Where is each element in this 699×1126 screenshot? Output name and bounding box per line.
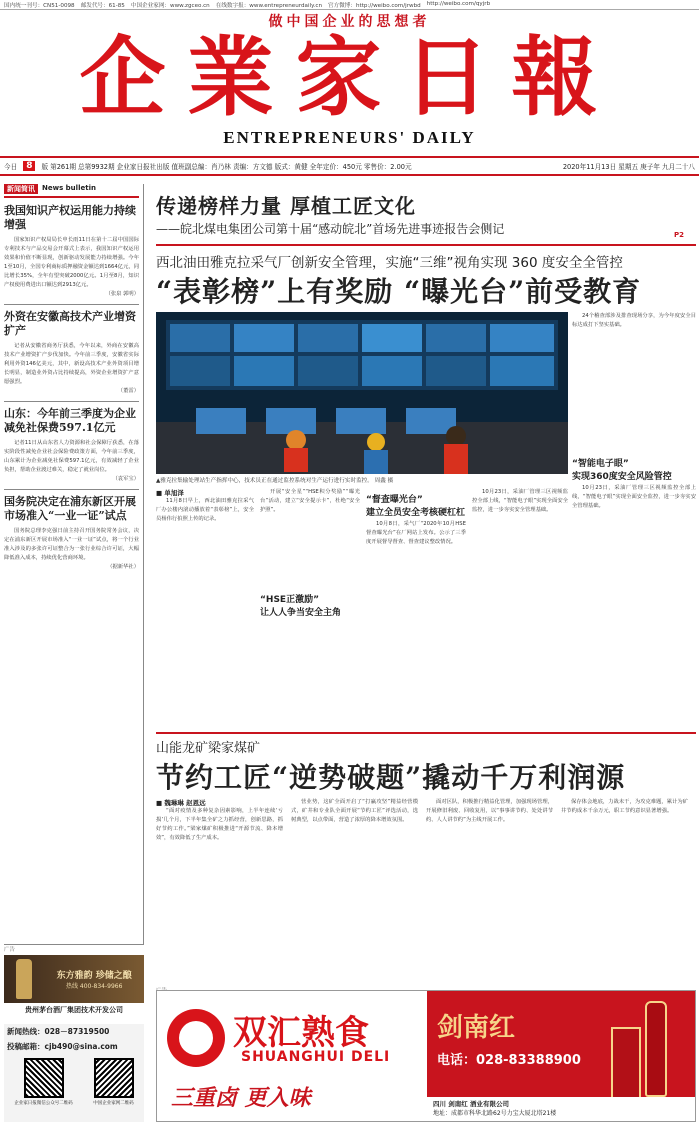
lead-headline[interactable]: 传递榜样力量 厚植工匠文化 — [156, 194, 416, 218]
topbar-item[interactable]: 中国企业家网：www.zgceo.cn — [130, 3, 210, 9]
story3-col4: 保存体会地底，力战未干，为攻克难题，累计为矿井节约成本千余万元，职工节约意识显著增强。 — [561, 799, 688, 814]
section-header — [4, 184, 139, 198]
bulletin-headline[interactable]: 山东：今年前三季度为企业减免社保费597.1亿元 — [4, 407, 136, 434]
top-info-bar — [0, 0, 699, 10]
liquor-ad-company: 贵州茅台酒厂集团技术开发公司 — [25, 1006, 123, 1014]
qr-code-icon[interactable] — [24, 1058, 64, 1098]
jnc-address: 地址：成都市科华北路62号力宝大厦北塔21楼 — [433, 1110, 557, 1117]
news-hotline[interactable]: 新闻热线：028－87319500 — [7, 1027, 110, 1036]
bottom-ad-area — [156, 990, 696, 1122]
bulletin-source: （袁军宝） — [112, 476, 139, 482]
bulletin-story[interactable] — [4, 407, 139, 484]
qr-code-icon[interactable] — [94, 1058, 134, 1098]
story2-col4-text: 10月23日，采油厂管理三区视频监控全部上线，“智能电子眼”实现全面安全监控，进一步夯实安全管理基础。 — [572, 485, 696, 509]
left-ad-block — [4, 944, 144, 1014]
bulletin-source: （董雷） — [117, 388, 139, 394]
story2-subhead-3: “智能电子眼” 实现360度安全风险管控 — [572, 459, 672, 482]
bulletin-headline[interactable]: 我国知识产权运用能力持续增强 — [4, 204, 136, 231]
issue-info-bar — [0, 156, 699, 176]
story2-col3: 10月8日，采气厂“2020年10月HSE督查曝光台”在厂网站上发布。公示了三季度开展督导督查、督查建议整改情况。 — [366, 521, 466, 545]
bulletin-source: （据新华社） — [107, 564, 139, 570]
shuanghui-logo-icon — [167, 1009, 225, 1067]
story3-byline: ■ 魏琳琳 赵恩远 — [156, 799, 206, 807]
section-title-en: News bulletin — [42, 184, 96, 192]
bulletin-headline[interactable]: 外资在安徽高技术产业增资扩产 — [4, 310, 136, 337]
story3-col2: 营业势，这矿全面开启了“打赢攻坚”精益经营模式，矿井和专业队全面开展“节约工匠”评选活动，选树典型，以点带面，营造了浓厚的降本增效氛围。 — [291, 799, 418, 823]
bulletin-source: （张泉 郭明） — [105, 291, 139, 297]
story2-col4: 24个稽查部涉及排查现场分享，为今年度安全目标达成打下坚实基础。 — [572, 313, 696, 328]
edition-info: 版 第261期 总第9932期 企业家日报社出版 值班副总编：肖乃林 责编：方文德 版式：黄健 全年定价：450元 零售价：2.00元 — [41, 163, 412, 171]
story3-kicker: 山能龙矿梁家煤矿 — [156, 741, 261, 756]
ad-label: 广告 — [4, 947, 16, 953]
bulletin-story[interactable] — [4, 204, 139, 299]
topbar-item[interactable]: http://weibo.com/qyjrb — [426, 1, 491, 7]
shuanghui-ad[interactable] — [157, 991, 427, 1121]
liquor-ad[interactable] — [4, 955, 144, 1003]
story2-right-column — [572, 312, 696, 728]
photo-illustration — [156, 312, 568, 474]
page-count-badge: 8 — [23, 161, 35, 171]
story2-col2: 开展“安全星”“HSE积分奖励”“曝光台”活动，建立“安全提示卡”，杜绝“安全护照”。 — [260, 489, 360, 513]
story3-body — [156, 798, 696, 984]
photo-caption: ▲雅克拉集输处理站生产指挥中心，技术员正在通过监控系统对生产运行进行实时监控。 周鑫 摄 — [156, 478, 394, 484]
jiannanhong-ad[interactable] — [427, 991, 695, 1121]
submission-email[interactable]: 投稿邮箱：cjb490@sina.com — [7, 1042, 118, 1051]
shuanghui-brand-en: SHUANGHUI DELI — [241, 1049, 391, 1065]
topbar-item[interactable]: 官方微博：http://weibo.com/jrwbd — [327, 3, 421, 9]
story2-col1: 11月8日早上，西北油田雅克拉采气厂办公楼内滚动播放着“表彰榜”上，安全员杨伟行拍照上传的记录。 — [156, 498, 254, 522]
news-bulletin-column — [4, 184, 144, 944]
shuanghui-brand-cn: 双汇熟食 — [233, 1013, 369, 1053]
masthead-slogan: 做中国企业的思想者 — [268, 14, 431, 30]
story2-body — [156, 488, 568, 728]
story3-col1: “面对疫情及多种复杂因素影响，上半年连续‘亏损’几个月，下半年集全矿之力抓经营，创新思路，抓好节约工作。”梁家煤矿积极推进“开源节流、降本增效”，有效降低了生产成本。 — [156, 808, 283, 841]
bulletin-body: 记者11日从山东省人力资源和社会保障厅获悉，在落实阶段性减免企业社会保险费政策方面，今年前三季度，山东累计为企业减免社保费597.1亿元，有效减轻了企业负担，帮助企业渡过难关，稳定了就业岗位。 — [4, 440, 139, 473]
qr-caption: 企业家日报微信公众号二维码 — [14, 1101, 73, 1106]
section-title-cn: 新闻简讯 — [4, 184, 38, 194]
today-label: 今日 — [4, 163, 18, 171]
bulletin-body: 记者从安徽省商务厅获悉，今年以来，外商在安徽高技术产业增资扩产步伐加快。今年前三季度，安徽省实际利用外资146亿美元，其中，新设高技术产业外资项目增长明显，制造业外资占比持续提高，外资企业增资扩产意愿强烈。 — [4, 343, 139, 385]
shuanghui-slogan: 三重卤 更入味 — [171, 1085, 311, 1111]
story2-subhead-1: “HSE正激励” 让人人争当安全主角 — [260, 595, 342, 618]
bulletin-body: 国家知识产权局局长申长雨11日在第十二届中国国际专利技术与产品交易会开幕式上表示，我国知识产权运用效果和价值不断显现，创新驱动发展能力持续增强。今年1至10月，全国专利商标质押融资金额达到1664亿元，同比增长35%，全年有望突破2000亿元。1月至8月，知识产权使用费进出口额达到2913亿元。 — [4, 237, 139, 288]
bulletin-headline[interactable]: 国务院决定在浦东新区开展市场准入“一业一证”试点 — [4, 495, 136, 522]
jnc-company: 四川 剑南红 酒业有限公司 — [433, 1100, 510, 1108]
control-room-photo[interactable] — [156, 312, 568, 474]
topbar-item: 邮发代号：61-85 — [80, 3, 125, 9]
jnc-phone: 电话：028-83388900 — [437, 1053, 581, 1068]
masthead-title: 企業家日報 — [79, 27, 620, 128]
divider — [156, 732, 696, 734]
wine-bottle-icon — [645, 1001, 667, 1097]
page-ref-link[interactable]: P2 — [674, 231, 685, 239]
bulletin-story[interactable] — [4, 310, 139, 396]
issue-date: 2020年11月13日 星期五 庚子年 九月二十八 — [562, 163, 695, 171]
bulletin-body: 国务院总理李克强日前主持召开国务院常务会议，决定在浦东新区开展市场准入“一业一证”试点，将一个行业准入涉及的多张许可证整合为一张行业综合许可证，大幅降低准入成本，持续优化营商环境。 — [4, 528, 139, 561]
story3-col3: 面对区队，积极推行精益化管理，加强现场管理，开展修旧利废、回收复用，以“事事讲节约、处处讲节约、人人讲节约”为主线开展工作。 — [426, 799, 553, 823]
topbar-item[interactable]: 在线数字报：www.entrepreneurdaily.cn — [215, 3, 322, 9]
bulletin-story[interactable] — [4, 495, 139, 572]
lead-subhead: ——皖北煤电集团公司第十届“感动皖北”首场先进事迹报告会侧记 — [156, 222, 505, 236]
qr-caption: 中国企业家网二维码 — [93, 1101, 134, 1106]
jnc-brand-name: 剑南红 — [437, 1013, 516, 1043]
liquor-bottle-icon — [16, 959, 32, 999]
story2-kicker: 西北油田雅克拉采气厂创新安全管理，实施“三维”视角实现 360 度安全全管控 — [156, 255, 623, 271]
story3-headline[interactable]: 节约工匠“逆势破题”撬动千万利润源 — [156, 761, 626, 794]
masthead-english: ENTREPRENEURS' DAILY — [223, 128, 476, 147]
contact-block — [4, 1024, 144, 1122]
wine-box-icon — [611, 1027, 641, 1099]
story2-byline: ■ 单旭泽 — [156, 489, 184, 497]
topbar-item: 国内统一刊号：CN51-0098 — [4, 3, 75, 9]
story2-subhead-2: “督查曝光台” 建立全员安全考核硬杠杠 — [366, 495, 466, 518]
liquor-ad-phone: 热线 400-834-9966 — [65, 983, 123, 990]
liquor-ad-name: 东方雅韵 珍储之酿 — [56, 971, 132, 981]
divider — [156, 244, 696, 246]
story2-col3b: 10月23日，采油厂管理三区视频监控全部上线，“智能电子眼”实现全面安全监控，进一步夯实安全管理基础。 — [472, 489, 568, 513]
story2-headline[interactable]: “表彰榜”上有奖励 “曝光台”前受教育 — [156, 275, 642, 308]
